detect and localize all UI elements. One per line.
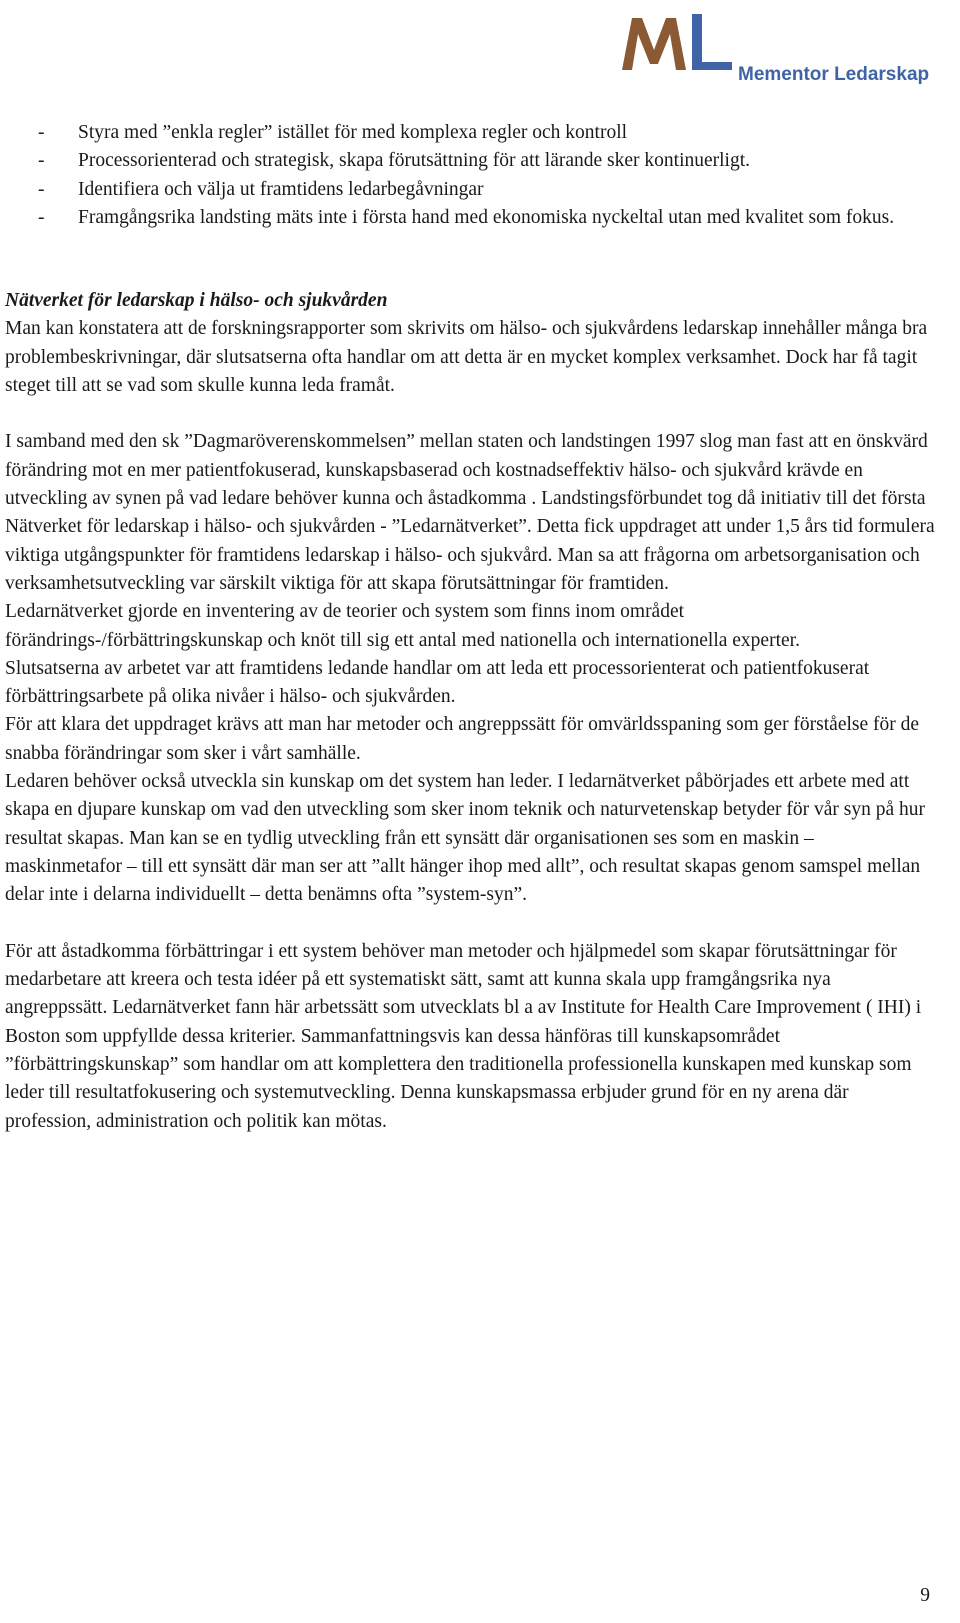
paragraph: I samband med den sk ”Dagmaröverenskommelsen” mellan staten och landstingen 1997 slog man fast att en önskvärd förändring mot en mer patientfokuserad, kunskapsbaserad och kostnadseffektiv hälso- och sjukvård krävde en utveckling av synen på vad ledare behöver kunna och åstadkomma . Landstingsförbundet tog då initiativ till det första Nätverket för ledarskap i hälso- och sjukvården - ”Ledarnätverket”. Detta fick uppdraget att under 1,5 års tid formulera viktiga utgångspunkter för framtidens ledarskap i hälso- och sjukvård. Man sa att frågorna om arbetsorganisation och verksamhetsutveckling var särskilt viktiga för att skapa förutsättningar för framtiden. [5, 431, 935, 594]
bullet-item [38, 119, 938, 147]
logo-wordmark: Mementor Ledarskap [738, 64, 930, 84]
bullet-item [38, 147, 938, 175]
bullet-item [38, 176, 938, 204]
paragraph: Man kan konstatera att de forskningsrapporter som skrivits om hälso- och sjukvårdens ledarskap innehåller många bra problembeskrivningar, där slutsatserna ofta handlar om att detta är en mycket komplex verksamhet. Dock har få tagit steget till att se vad som skulle kunna leda framåt. [5, 318, 928, 396]
paragraph: För att klara det uppdraget krävs att man har metoder och angreppssätt för omvärldsspaning som ger förståelse för de snabba förändringar som sker i vårt samhälle. [5, 714, 920, 764]
bullet-dash: - [38, 122, 45, 143]
page-number: 9 [920, 1585, 930, 1606]
paragraph: Ledarnätverket gjorde en inventering av de teorier och system som finns inom området förändrings-/förbättringskunskap och knöt till sig ett antal med nationella och internationella experter. [5, 601, 800, 651]
paragraph: Ledaren behöver också utveckla sin kunskap om det system han leder. I ledarnätverket påbörjades ett arbete med att skapa en djupare kunskap om vad den utveckling som sker inom teknik och naturvetenskap betyder för vår syn på hur resultat skapas. Man kan se en tydlig utveckling från ett synsätt där organisationen ses som en maskin – maskinmetafor – till ett synsätt där man ser att ”allt hänger ihop med allt”, och resultat skapas genom samspel mellan delar inte i delarna individuellt – detta benämns ofta ”system-syn”. [5, 771, 926, 906]
logo-l-shape [692, 14, 732, 70]
section-heading: Nätverket för ledarskap i hälso- och sjukvården [5, 290, 388, 311]
bullet-item [38, 204, 938, 232]
bullet-text: Identifiera och välja ut framtidens ledarbegåvningar [78, 178, 484, 200]
bullet-dash: - [38, 150, 45, 172]
bullet-text: Styra med ”enkla regler” istället för med komplexa regler och kontroll [78, 122, 628, 143]
bullet-text: Framgångsrika landsting mäts inte i första hand med ekonomiska nyckeltal utan med kvalitet som fokus. [78, 206, 895, 228]
document-body [5, 287, 935, 1136]
paragraph: För att åstadkomma förbättringar i ett system behöver man metoder och hjälpmedel som skapar förutsättningar för medarbetare att kreera och testa idéer på ett systematiskt sätt, samt att kunna skala upp framgångsrika nya angreppssätt. Ledarnätverket fann här arbetssätt som utvecklats bl a av Institute for Health Care Improvement ( IHI) i Boston som uppfyllde dessa kriterier. Sammanfattningsvis kan dessa hänföras till kunskapsområdet ”förbättringskunskap” som handlar om att komplettera den traditionella professionella kunskapen med kunskap som leder till resultatfokusering och systemutveckling. Denna kunskapsmassa erbjuder grund för en ny arena där profession, administration och politik kan mötas. [5, 940, 922, 1132]
bullet-dash: - [38, 206, 45, 228]
bullet-list [38, 119, 938, 232]
bullet-text: Processorienterad och strategisk, skapa förutsättning för att lärande sker kontinuerligt. [78, 150, 751, 172]
logo-graphic [620, 12, 930, 84]
mementor-ledarskap-logo [620, 12, 930, 84]
paragraph: Slutsatserna av arbetet var att framtidens ledande handlar om att leda ett processorienterat och patientfokuserat förbättringsarbete på olika nivåer i hälso- och sjukvården. [5, 657, 870, 708]
logo-m-shape [622, 18, 686, 70]
bullet-dash: - [38, 178, 45, 200]
